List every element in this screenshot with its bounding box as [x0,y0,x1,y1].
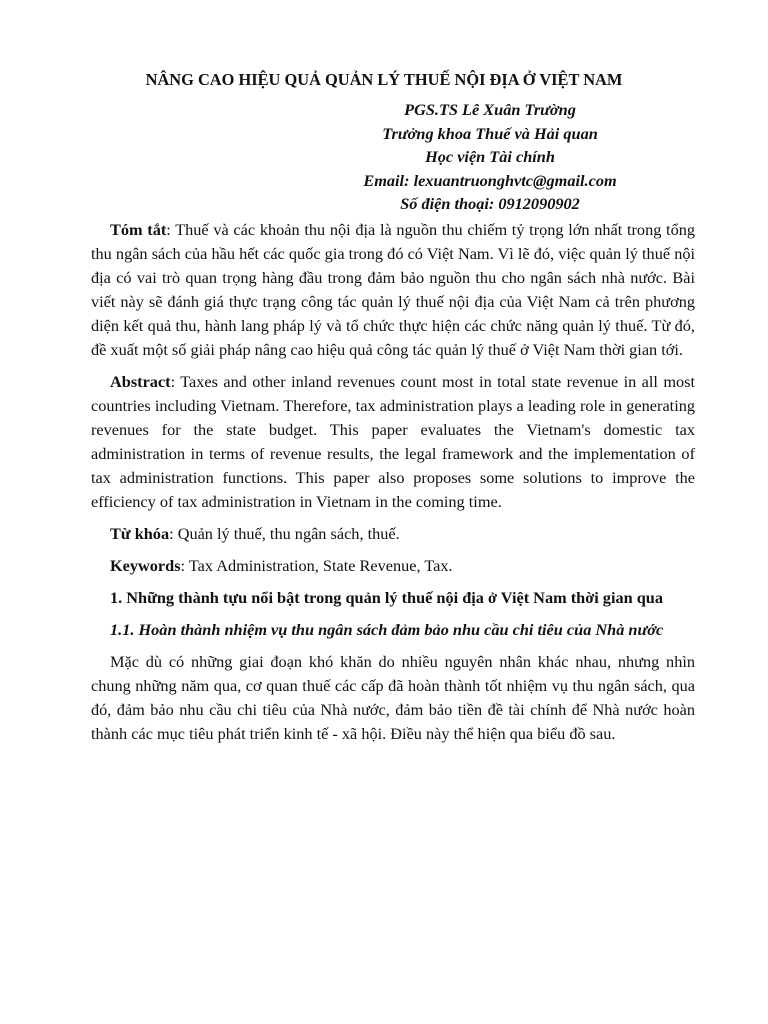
author-email: Email: lexuantruonghvtc@gmail.com [363,170,617,190]
keywords-vi-label: Từ khóa [110,524,170,543]
abstract-text: : Taxes and other inland revenues count most in total state revenue in all most countries including Vietnam. Therefore, tax administration plays a leading role in generating revenues for the state budget. This paper evaluates the Vietnam's domestic tax administration in terms of revenue results, the legal framework and the implementation of tax administration functions. This paper also proposes some solutions to improve the efficiency of tax administration in Vietnam in the coming time. [91,372,695,511]
keywords-en-text: : Tax Administration, State Revenue, Tax. [180,556,453,575]
summary-text: : Thuế và các khoản thu nội địa là nguồn thu chiếm tỷ trọng lớn nhất trong tổng thu ngân sách của hầu hết các quốc gia trong đó có Việt Nam. Vì lẽ đó, việc quản lý thuế nội địa có vai trò quan trọng hàng đầu trong đảm bảo nguồn thu cho ngân sách nhà nước. Bài viết này sẽ đánh giá thực trạng công tác quản lý thuế nội địa của Việt Nam cả trên phương diện kết quả thu, hành lang pháp lý và tổ chức thực hiện các chức năng quản lý thuế. Từ đó, đề xuất một số giải pháp nâng cao hiệu quả công tác quản lý thuế ở Việt Nam thời gian tới. [91,220,695,359]
subsection-heading: 1.1. Hoàn thành nhiệm vụ thu ngân sách đảm bảo nhu cầu chi tiêu của Nhà nước [110,620,664,639]
keywords-en-paragraph [91,554,695,578]
section-heading: 1. Những thành tựu nổi bật trong quản lý thuế nội địa ở Việt Nam thời gian qua [110,588,663,607]
author-name: PGS.TS Lê Xuân Trường [404,100,576,119]
summary-paragraph [91,218,695,362]
keywords-vi-paragraph [91,522,695,546]
summary-label: Tóm tắt [110,220,167,239]
abstract-label: Abstract [110,372,171,391]
paper-body [91,218,695,746]
paper-title: NÂNG CAO HIỆU QUẢ QUẢN LÝ THUẾ NỘI ĐỊA Ở VIỆT NAM [145,70,623,89]
abstract-paragraph [91,370,695,514]
author-institution: Học viện Tài chính [425,147,555,166]
keywords-vi-text: : Quản lý thuế, thu ngân sách, thuế. [169,524,400,543]
author-phone: Số điện thoại: 0912090902 [400,194,580,213]
author-block [300,98,680,216]
body-paragraph: Mặc dù có những giai đoạn khó khăn do nhiều nguyên nhân khác nhau, nhưng nhìn chung những năm qua, cơ quan thuế các cấp đã hoàn thành tốt nhiệm vụ thu ngân sách, qua đó, đảm bảo nhu cầu chi tiêu của Nhà nước, đảm bảo tiền đề tài chính để Nhà nước hoàn thành các mục tiêu phát triển kinh tế - xã hội. Điều này thể hiện qua biểu đồ sau. [91,652,695,743]
author-position: Trưởng khoa Thuế và Hải quan [382,123,598,143]
keywords-en-label: Keywords [110,556,181,575]
